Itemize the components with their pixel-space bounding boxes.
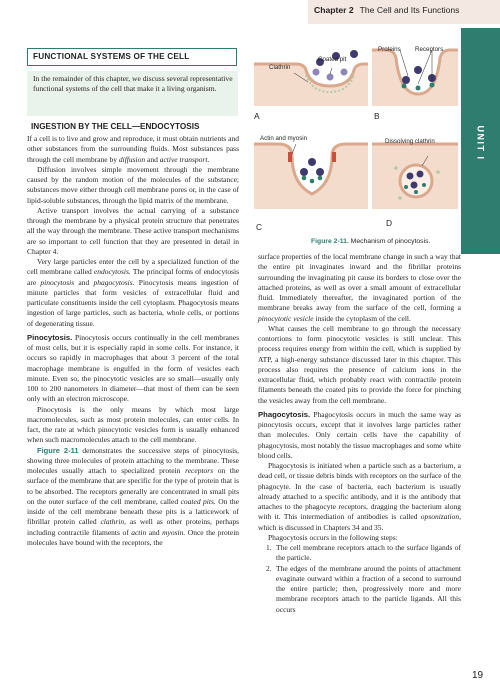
intro-text: In the remainder of this chapter, we discuss several representative functional systems of the cell that make it a living organism. — [33, 74, 233, 94]
figure-label-proteins: Proteins — [378, 46, 401, 53]
section-heading: INGESTION BY THE CELL—ENDOCYTOSIS — [31, 122, 200, 131]
paragraph: Phagocytosis is initiated when a particle such as a bacterium, a dead cell, or tissue debris binds with receptors on the surface of the phagocyte. In the case of bacteria, each bacterium is usually already attached to a specific antibody, and it is the antibody that attaches to the phagocyte receptors, dragging the bacterium along with it. This intermediation of antibodies is called opsonization, which is discussed in Chapters 34 and 35. — [258, 461, 461, 532]
panel-letter-c: C — [256, 222, 263, 232]
list-item: 2. The edges of the membrane around the points of attachment evaginate outward within a fraction of a second to surround the entire particle; then, progressively more and more membrane receptors attach to the particle ligands. All this occurs — [266, 563, 461, 614]
panel-b-drawing — [372, 50, 458, 106]
section-title: FUNCTIONAL SYSTEMS OF THE CELL — [33, 52, 190, 61]
panel-a-drawing — [254, 50, 368, 106]
panel-letter-d: D — [386, 218, 393, 228]
unit-tab-label: UNIT I — [475, 125, 486, 161]
panel-letter-a: A — [254, 111, 260, 121]
figure-reference-link[interactable]: Figure 2-11 — [37, 445, 79, 455]
caption-text: Mechanism of pinocytosis. — [350, 238, 431, 245]
paragraph: Phagocytosis. Phagocytosis occurs in much the same way as pinocytosis occurs, except that it involves large particles rather than molecules. Only certain cells have the capability of phagocytosis, most notably the tissue macrophages and some white blood cells. — [258, 409, 461, 460]
caption-number: Figure 2-11. — [311, 238, 349, 245]
paragraph: Active transport involves the actual carrying of a substance through the membrane by a physical protein structure that penetrates all the way through the membrane. These active transport mechanisms are so important to cell function that they are presented in detail in Chapter 4. — [27, 205, 239, 256]
page-number: 19 — [472, 670, 484, 681]
paragraph: Pinocytosis is the only means by which most large macromolecules, such as most protein molecules, can enter cells. In fact, the rate at which pinocytotic vesicles form is usually enhanced when such macromolecules attach to the cell membrane. — [27, 404, 239, 445]
figure-caption — [311, 238, 430, 245]
unit-tab-label-wrap — [461, 118, 500, 168]
left-column — [27, 134, 239, 548]
panel-c-drawing — [254, 144, 368, 209]
paragraph: Diffusion involves simple movement through the membrane caused by the random motion of the molecules of the substance; substances move either through cell membrane pores or, in the case of lipid-soluble substances, through the lipid matrix of the membrane. — [27, 164, 239, 205]
paragraph: Phagocytosis occurs in the following steps: — [268, 532, 398, 542]
figure-label-receptors: Receptors — [415, 46, 444, 53]
steps-list — [268, 543, 461, 615]
paragraph: What causes the cell membrane to go through the necessary contortions to form pinocytotic vesicles is still unclear. This process requires energy from within the cell, which is supplied by ATP, a high-energy substance discussed later in this chapter. This process also requires the presence of calcium ions in the extracellular fluid, which probably react with contractile protein filaments beneath the coated pits to provide the force for pinching the vesicles away from the cell membrane. — [258, 323, 461, 405]
list-item: 1. The cell membrane receptors attach to the surface ligands of the particle. — [266, 543, 461, 563]
panel-letter-b: B — [374, 111, 380, 121]
paragraph: surface properties of the local membrane change in such a way that the entire pit invaginates inward and the fibrillar proteins surrounding the invaginating pit cause its borders to close over the attached proteins, as well as over a small amount of extracellular fluid. Immediately thereafter, the invaginated portion of the membrane breaks away from the surface of the cell, forming a pinocytotic vesicle inside the cytoplasm of the cell. — [258, 252, 461, 323]
chapter-title: The Cell and Its Functions — [359, 5, 460, 15]
paragraph: If a cell is to live and grow and reproduce, it must obtain nutrients and other substances from the surrounding fluids. Most substances pass through the cell membrane by diffusion and active transport. — [27, 134, 239, 164]
right-column — [258, 252, 461, 615]
running-header — [314, 5, 459, 15]
chapter-number: Chapter 2 — [314, 5, 354, 15]
figure-label-actin-myosin: Actin and myosin — [260, 135, 308, 142]
figure-2-11 — [250, 44, 460, 244]
paragraph: Pinocytosis. Pinocytosis occurs continually in the cell membranes of most cells, but it is especially rapid in some cells. For instance, it occurs so rapidly in macrophages that about 3 percent of the total macrophage membrane is engulfed in the form of vesicles each minute. Even so, the pinocytotic vesicles are so small—usually only 100 to 200 nanometers in diameter—that most of them can be seen only with an electron microscope. — [27, 332, 239, 404]
figure-label-dissolving-clathrin: Dissolving clathrin — [385, 138, 435, 145]
paragraph: Figure 2-11 demonstrates the successive steps of pinocytosis, showing three molecules of protein attaching to the membrane. These molecules usually attach to specialized protein receptors on the surface of the membrane that are specific for the type of protein that is to be absorbed. The receptors generally are concentrated in small pits on the outer surface of the cell membrane, called coated pits. On the inside of the cell membrane beneath these pits is a latticework of fibrillar protein called clathrin, as well as other proteins, perhaps including contractile filaments of actin and myosin. Once the protein molecules have bound with the receptors, the — [27, 445, 240, 547]
paragraph: Very large particles enter the cell by a specialized function of the cell membrane called endocytosis. The principal forms of endocytosis are pinocytosis and phagocytosis. Pinocytosis means ingestion of minute particles that form vesicles of extracellular fluid and particulate constituents inside the cell cytoplasm. Phagocytosis means ingestion of large particles, such as bacteria, whole cells, or portions of degenerating tissue. — [27, 257, 240, 328]
run-in-heading: Phagocytosis. — [258, 409, 311, 419]
intro-box — [27, 71, 238, 116]
figure-label-clathrin: Clathrin — [269, 64, 291, 71]
figure-label-coated-pit: Coated pit — [318, 56, 347, 63]
run-in-heading: Pinocytosis. — [27, 332, 73, 342]
panel-d-drawing — [372, 144, 458, 209]
